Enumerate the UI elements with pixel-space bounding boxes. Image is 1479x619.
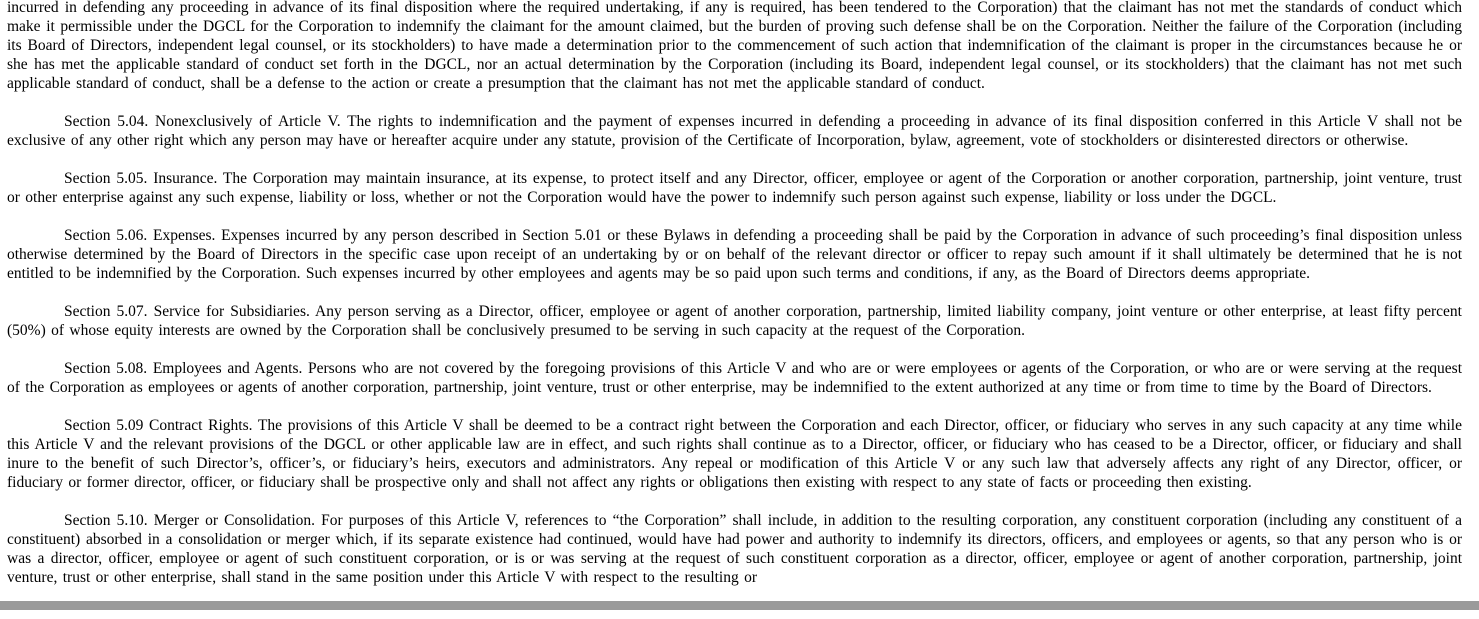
section-5-04-paragraph: Section 5.04. Nonexclusively of Article V. The rights to indemnification and the payment of expenses incurred in defending a proceeding in advance of its final disposition conferred in this Article V shall not be exclusive of any other right which any person may have or hereafter acquire under any statute, provision of the Certificate of Incorporation, bylaw, agreement, vote of stockholders or disinterested directors or otherwise. [7,113,1462,149]
horizontal-scrollbar[interactable] [0,601,1479,610]
section-5-07-paragraph: Section 5.07. Service for Subsidiaries. Any person serving as a Director, officer, employee or agent of another corporation, partnership, limited liability company, joint venture or other enterprise, at least fifty percent (50%) of whose equity interests are owned by the Corporation shall be conclusively presumed to be serving in such capacity at the request of the Corporation. [7,303,1462,339]
section-5-05-paragraph: Section 5.05. Insurance. The Corporation may maintain insurance, at its expense, to protect itself and any Director, officer, employee or agent of the Corporation or another corporation, partnership, joint venture, trust or other enterprise against any such expense, liability or loss, whether or not the Corporation would have the power to indemnify such person against such expense, liability or loss under the DGCL. [7,170,1462,206]
continuation-paragraph: incurred in defending any proceeding in advance of its final disposition where the required undertaking, if any is required, has been tendered to the Corporation) that the claimant has not met the standards of conduct which make it permissible under the DGCL for the Corporation to indemnify the claimant for the amount claimed, but the burden of proving such defense shall be on the Corporation. Neither the failure of the Corporation (including its Board of Directors, independent legal counsel, or its stockholders) to have made a determination prior to the commencement of such action that indemnification of the claimant is proper in the circumstances because he or she has met the applicable standard of conduct set forth in the DGCL, nor an actual determination by the Corporation (including its Board, independent legal counsel, or its stockholders) that the claimant has not met such applicable standard of conduct, shall be a defense to the action or create a presumption that the claimant has not met the applicable standard of conduct. [7,0,1462,92]
below-scrollbar-gutter [0,610,1479,619]
section-5-08-paragraph: Section 5.08. Employees and Agents. Persons who are not covered by the foregoing provisions of this Article V and who are or were employees or agents of the Corporation, or who are or were serving at the request of the Corporation as employees or agents of another corporation, partnership, joint venture, trust or other enterprise, may be indemnified to the extent authorized at any time or from time to time by the Board of Directors. [7,360,1462,396]
section-5-09-paragraph: Section 5.09 Contract Rights. The provisions of this Article V shall be deemed to be a contract right between the Corporation and each Director, officer, or fiduciary who serves in any such capacity at any time while this Article V and the relevant provisions of the DGCL or other applicable law are in effect, and such rights shall continue as to a Director, officer, or fiduciary who has ceased to be a Director, officer, or fiduciary and shall inure to the benefit of such Director’s, officer’s, or fiduciary’s heirs, executors and administrators. Any repeal or modification of this Article V or any such law that adversely affects any right of any Director, officer, or fiduciary or former director, officer, or fiduciary shall be prospective only and shall not affect any rights or obligations then existing with respect to any state of facts or proceeding then existing. [7,417,1462,491]
section-5-10-paragraph: Section 5.10. Merger or Consolidation. For purposes of this Article V, references to “the Corporation” shall include, in addition to the resulting corporation, any constituent corporation (including any constituent of a constituent) absorbed in a consolidation or merger which, if its separate existence had continued, would have had power and authority to indemnify its directors, officers, and employees or agents, so that any person who is or was a director, officer, employee or agent of such constituent corporation, or is or was serving at the request of such constituent corporation as a director, officer, employee or agent of another corporation, partnership, joint venture, trust or other enterprise, shall stand in the same position under this Article V with respect to the resulting or [7,512,1462,586]
section-5-06-paragraph: Section 5.06. Expenses. Expenses incurred by any person described in Section 5.01 or these Bylaws in defending a proceeding shall be paid by the Corporation in advance of such proceeding’s final disposition unless otherwise determined by the Board of Directors in the specific case upon receipt of an undertaking by or on behalf of the relevant director or officer to repay such amount if it shall ultimately be determined that he is not entitled to be indemnified by the Corporation. Such expenses incurred by other employees and agents may be so paid upon such terms and conditions, if any, as the Board of Directors deems appropriate. [7,227,1462,282]
